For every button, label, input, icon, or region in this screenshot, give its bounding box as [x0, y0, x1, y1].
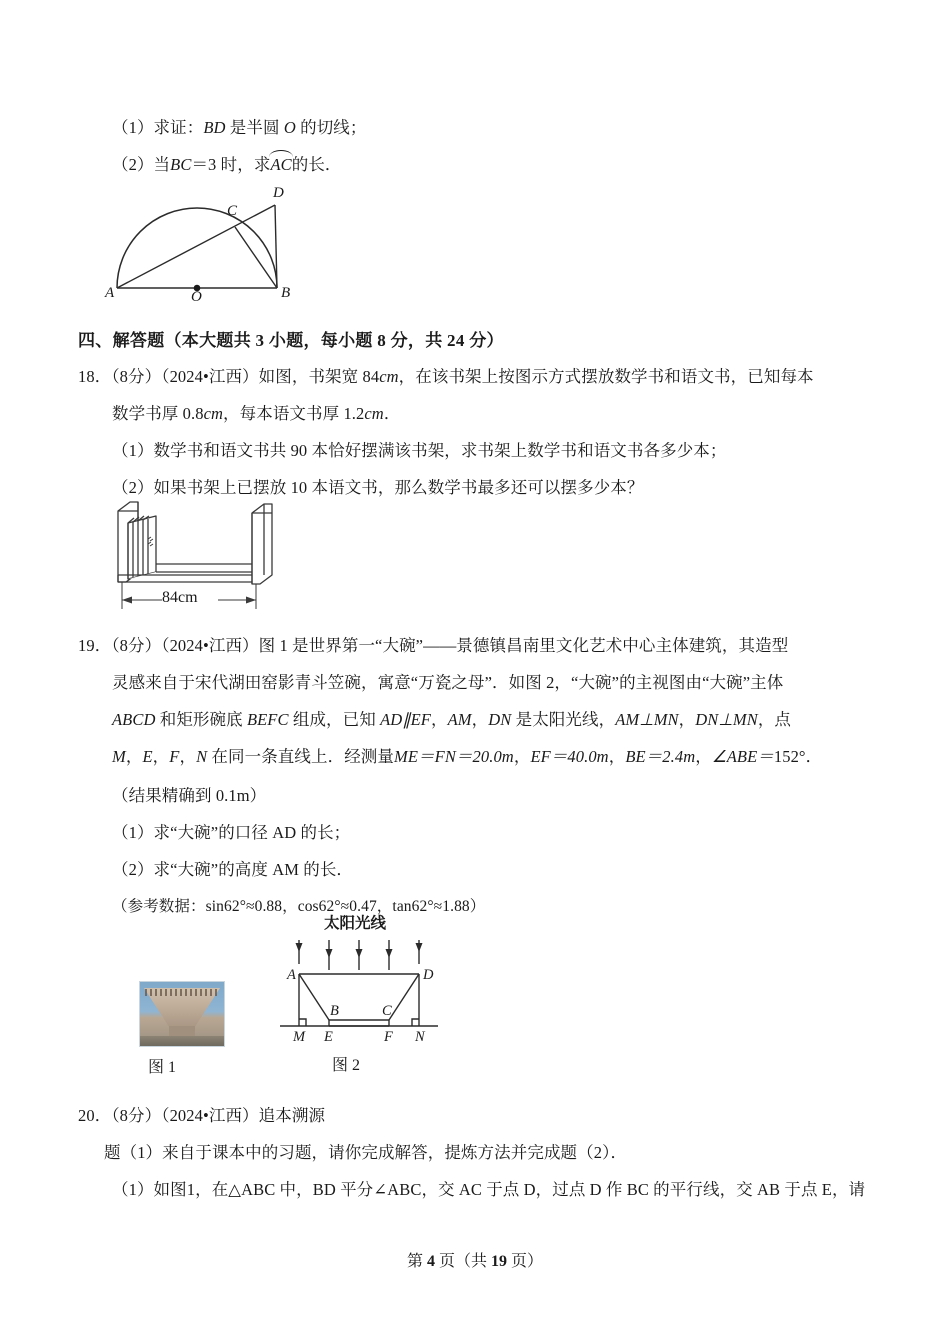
figure2-label-f: F — [384, 1029, 393, 1045]
q19-dn-perp-mn: DN⊥MN — [695, 710, 758, 729]
figure-semicircle-label-b: B — [281, 285, 291, 301]
q19-me-fn-value: 20.0m — [472, 747, 514, 766]
q19-line4-f: ， — [179, 747, 197, 766]
figure-semicircle-label-d: D — [273, 185, 284, 201]
q19-line3-n: ，点 — [757, 710, 792, 729]
q19-line1: 图 1 是世界第一“大碗”——景德镇昌南里文化艺术中心主体建筑，其造型 — [258, 636, 789, 655]
figure2-label-d: D — [423, 967, 434, 983]
q18-source: （2024•江西） — [161, 367, 259, 386]
figure-semicircle-label-o: O — [191, 289, 202, 305]
q17-part2-lead: （2）当 — [112, 155, 171, 174]
q19-befc: BEFC — [246, 710, 289, 729]
q20-number: 20． — [78, 1106, 112, 1125]
q19-stem-line-1 — [78, 636, 788, 656]
figure2-label-n: N — [415, 1029, 425, 1045]
figure-semicircle — [95, 185, 325, 310]
figure2-label-b: B — [330, 1003, 339, 1019]
q18-line1-a: 如图，书架宽 84 — [258, 367, 380, 386]
figure2-label-e: E — [324, 1029, 333, 1045]
figure2-label-a: A — [287, 967, 296, 983]
q19-line3-b: 和矩形碗底 — [159, 710, 243, 729]
q20-stem-line-2: 题（1）来自于课本中的习题，请你完成解答，提炼方法并完成题（2）． — [104, 1143, 628, 1162]
figure1-caption: 图 1 — [148, 1059, 177, 1076]
footer-page-number: 4 — [426, 1253, 435, 1270]
q19-precision-note: （结果精确到 0.1m） — [112, 786, 267, 805]
footer-middle: 页（共 — [438, 1253, 487, 1270]
bookshelf-diagram-svg — [104, 497, 354, 617]
q17-part1-lead: （1）求证： — [112, 118, 204, 137]
q17-part1-tail: 的切线； — [300, 118, 367, 137]
footer-total-pages: 19 — [491, 1253, 507, 1270]
q19-point-m: M — [112, 747, 126, 766]
q17-part2-tail: 的长． — [291, 155, 342, 174]
q19-line4-k: ， — [513, 747, 531, 766]
figure2-label-c: C — [382, 1003, 392, 1019]
q18-number: 18． — [78, 367, 112, 386]
q19-stem-line-3 — [112, 710, 791, 730]
q17-part-1 — [112, 118, 367, 138]
q19-stem-line-2: 灵感来自于宋代湖田窑影青斗笠碗，寓意“万瓷之母”．如图 2，“大碗”的主视图由“大碗”主体 — [112, 673, 784, 692]
q19-am: AM — [447, 710, 472, 729]
q19-line4-h: 在同一条直线上．经测量 — [211, 747, 395, 766]
q19-ef-value: 40.0m — [567, 747, 609, 766]
q17-part1-mid: 是半圆 — [229, 118, 280, 137]
q19-line3-h: ， — [471, 710, 489, 729]
q20-score: （8分） — [111, 1106, 162, 1125]
arc-ac-symbol — [270, 155, 291, 175]
figure2-caption: 图 2 — [332, 1057, 361, 1074]
page-footer — [0, 1248, 950, 1271]
q18-stem-line-1 — [78, 367, 814, 387]
q17-part1-o: O — [283, 118, 296, 137]
q18-line2-b: ，每本语文书厚 1.2 — [223, 404, 365, 423]
q18-line2-c: ． — [383, 404, 401, 423]
q20-source: （2024•江西） — [161, 1106, 259, 1125]
q18-stem-line-2 — [112, 404, 400, 424]
q19-point-e: E — [142, 747, 153, 766]
figure2-bowl-front-view — [272, 912, 472, 1074]
figure-semicircle-label-a: A — [105, 285, 115, 301]
q19-line4-b: ， — [125, 747, 143, 766]
q20-stem-line-1 — [78, 1106, 325, 1126]
q19-source: （2024•江西） — [161, 636, 259, 655]
q19-point-n: N — [196, 747, 208, 766]
q19-angle-abe: ∠ABE＝ — [711, 747, 774, 766]
section-heading: 四、解答题（本大题共 3 小题，每小题 8 分，共 24 分） — [78, 331, 504, 350]
q19-line4-q: ， — [695, 747, 712, 766]
photo-ground — [140, 1036, 224, 1046]
q19-part-1: （1）求“大碗”的口径 AD 的长； — [112, 823, 351, 842]
q19-stem-line-4 — [112, 747, 822, 767]
q19-ef: EF＝ — [530, 747, 568, 766]
q18-line1-unit: cm — [379, 367, 399, 386]
figure-bookshelf — [104, 497, 354, 617]
q18-line1-b: ，在该书架上按图示方式摆放数学书和语文书，已知每本 — [398, 367, 814, 386]
q19-reference-data: （参考数据：sin62°≈0.88，cos62°≈0.47，tan62°≈1.88） — [112, 898, 486, 915]
q20-title: 追本溯源 — [258, 1106, 326, 1125]
q19-part-2: （2）求“大碗”的高度 AM 的长． — [112, 860, 354, 879]
q19-line3-l: ， — [678, 710, 696, 729]
q19-line4-n: ， — [608, 747, 626, 766]
q19-angle-abe-value: 152° — [773, 747, 806, 766]
photo-bowl-rim-pattern — [145, 989, 219, 996]
q17-part1-bd: BD — [203, 118, 226, 137]
q19-be-value: 2.4m — [662, 747, 696, 766]
q19-line4-d: ， — [152, 747, 170, 766]
figure2-label-m: M — [293, 1029, 306, 1045]
q20-part-1: （1）如图1，在△ABC 中，BD 平分∠ABC，交 AC 于点 D，过点 D 作 BC 的平行线，交 AB 于点 E，请 — [112, 1180, 866, 1199]
q17-part2-eq: ＝3 时，求 — [191, 155, 271, 174]
q19-line3-f: ， — [430, 710, 448, 729]
q18-line2-unit2: cm — [364, 404, 384, 423]
figure-semicircle-label-c: C — [227, 203, 238, 219]
footer-suffix: 页） — [511, 1253, 544, 1270]
q19-ad-parallel-ef: AD∥EF — [380, 710, 431, 729]
q19-line3-j: 是太阳光线， — [515, 710, 616, 729]
figure1-photo-bowl-building — [139, 981, 225, 1047]
q19-abcd: ABCD — [112, 710, 156, 729]
q19-number: 19． — [78, 636, 112, 655]
q18-score: （8分） — [111, 367, 162, 386]
q18-part-1: （1）数学书和语文书共 90 本恰好摆满该书架，求书架上数学书和语文书各多少本； — [112, 441, 727, 460]
footer-prefix: 第 — [406, 1253, 423, 1270]
q19-score: （8分） — [111, 636, 162, 655]
q17-part2-bc: BC — [170, 155, 192, 174]
q19-line4-t: ． — [805, 747, 823, 766]
bookshelf-dimension-label: 84cm — [162, 589, 198, 606]
q18-part-2: （2）如果书架上已摆放 10 本语文书，那么数学书最多还可以摆多少本？ — [112, 478, 644, 497]
q18-line2-a: 数学书厚 0.8 — [112, 404, 204, 423]
q19-me-fn: ME＝FN＝ — [394, 747, 473, 766]
q19-am-perp-mn: AM⊥MN — [615, 710, 679, 729]
q17-part-2 — [112, 155, 342, 175]
q19-dn: DN — [488, 710, 512, 729]
figure2-sun-ray-label: 太阳光线 — [324, 915, 387, 932]
q19-point-f: F — [169, 747, 180, 766]
q19-line3-d: 组成，已知 — [292, 710, 376, 729]
q19-be: BE＝ — [625, 747, 663, 766]
semicircle-diagram-svg — [95, 185, 325, 310]
arc-overline-icon — [269, 150, 292, 158]
q18-line2-unit1: cm — [203, 404, 224, 423]
q17-part2-arc-label: AC — [270, 155, 292, 174]
